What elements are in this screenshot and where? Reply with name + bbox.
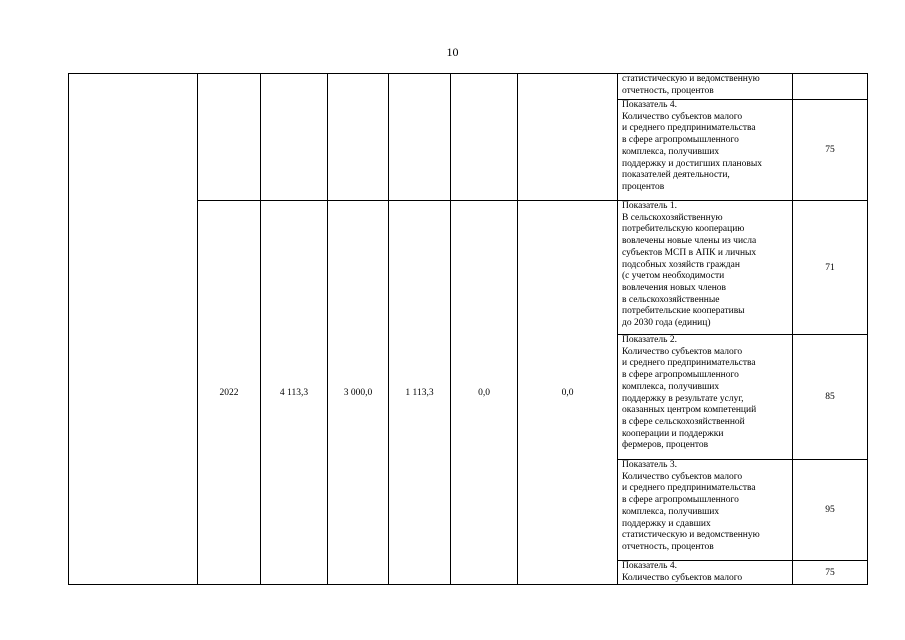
indicator-line: и среднего предпринимательства: [622, 483, 756, 494]
empty-cell: [261, 74, 328, 201]
indicator-line: и среднего предпринимательства: [622, 358, 756, 369]
year-cell: 2022: [198, 201, 261, 585]
indicator-line: (с учетом необходимости: [622, 271, 725, 282]
indicator-line: и среднего предпринимательства: [622, 123, 756, 134]
empty-cell: [451, 74, 518, 201]
total-funding-cell: 4 113,3: [261, 201, 328, 585]
indicator-line: отчетность, процентов: [622, 85, 714, 96]
indicator-line: показателей деятельности,: [622, 170, 730, 181]
indicator-line: в сфере агропромышленного: [622, 135, 739, 146]
indicator-cell: [618, 335, 793, 460]
indicator-value: 85: [793, 335, 868, 460]
indicator-line: Показатель 2.: [622, 335, 677, 345]
indicator-value: 75: [793, 561, 868, 585]
indicator-line: Количество субъектов малого: [622, 572, 743, 583]
empty-cell: [518, 74, 618, 201]
indicator-cell: [618, 201, 793, 335]
empty-cell: [328, 74, 389, 201]
indicator-value: 75: [793, 100, 868, 201]
indicator-line: поддержку и сдавших: [622, 518, 711, 529]
indicator-line: поддержку и достигших плановых: [622, 158, 763, 169]
indicator-cell: [618, 561, 793, 585]
indicator-line: В сельскохозяйственную: [622, 212, 723, 223]
indicator-line: статистическую и ведомственную: [622, 74, 760, 84]
regional-funding-cell: 1 113,3: [389, 201, 451, 585]
indicator-line: комплекса, получивших: [622, 506, 720, 517]
indicator-line: процентов: [622, 181, 665, 192]
indicator-line: отчетность, процентов: [622, 541, 714, 552]
table-row: [69, 74, 868, 100]
indicator-line: комплекса, получивших: [622, 381, 720, 392]
indicator-cell: [618, 74, 793, 100]
indicator-line: Показатель 4.: [622, 561, 677, 571]
indicator-line: субъектов МСП в АПК и личных: [622, 247, 757, 258]
indicator-line: в сфере агропромышленного: [622, 495, 739, 506]
indicator-line: Показатель 3.: [622, 460, 677, 470]
indicator-line: вовлечены новые члены из числа: [622, 236, 757, 247]
empty-cell: [389, 74, 451, 201]
indicator-value: 95: [793, 460, 868, 561]
indicator-line: Количество субъектов малого: [622, 111, 743, 122]
indicator-line: поддержку в результате услуг,: [622, 393, 744, 404]
program-funding-table: [68, 73, 868, 585]
extra-funding-cell: 0,0: [518, 201, 618, 585]
federal-funding-cell: 3 000,0: [328, 201, 389, 585]
indicator-line: в сельскохозяйственные: [622, 294, 720, 305]
indicator-line: оказанных центром компетенций: [622, 405, 757, 416]
indicator-value: [793, 74, 868, 100]
empty-cell: [198, 74, 261, 201]
indicator-line: потребительские кооперативы: [622, 306, 745, 317]
page-number: 10: [446, 45, 459, 59]
indicator-line: Показатель 4.: [622, 100, 677, 110]
indicator-cell: [618, 460, 793, 561]
indicator-line: комплекса, получивших: [622, 146, 720, 157]
merged-first-column: [69, 74, 198, 585]
indicator-line: до 2030 года (единиц): [622, 318, 711, 329]
indicator-line: в сфере сельскохозяйственной: [622, 416, 745, 427]
indicator-line: статистическую и ведомственную: [622, 530, 760, 541]
indicator-value: 71: [793, 201, 868, 335]
indicator-line: Показатель 1.: [622, 201, 677, 211]
indicator-line: в сфере агропромышленного: [622, 370, 739, 381]
indicator-line: кооперации и поддержки: [622, 428, 724, 439]
indicator-line: Количество субъектов малого: [622, 346, 743, 357]
indicator-cell: [618, 100, 793, 201]
local-funding-cell: 0,0: [451, 201, 518, 585]
indicator-line: вовлечения новых членов: [622, 282, 727, 293]
indicator-line: фермеров, процентов: [622, 440, 709, 451]
indicator-line: подсобных хозяйств граждан: [622, 259, 740, 270]
indicator-line: Количество субъектов малого: [622, 471, 743, 482]
indicator-line: потребительскую кооперацию: [622, 224, 745, 235]
